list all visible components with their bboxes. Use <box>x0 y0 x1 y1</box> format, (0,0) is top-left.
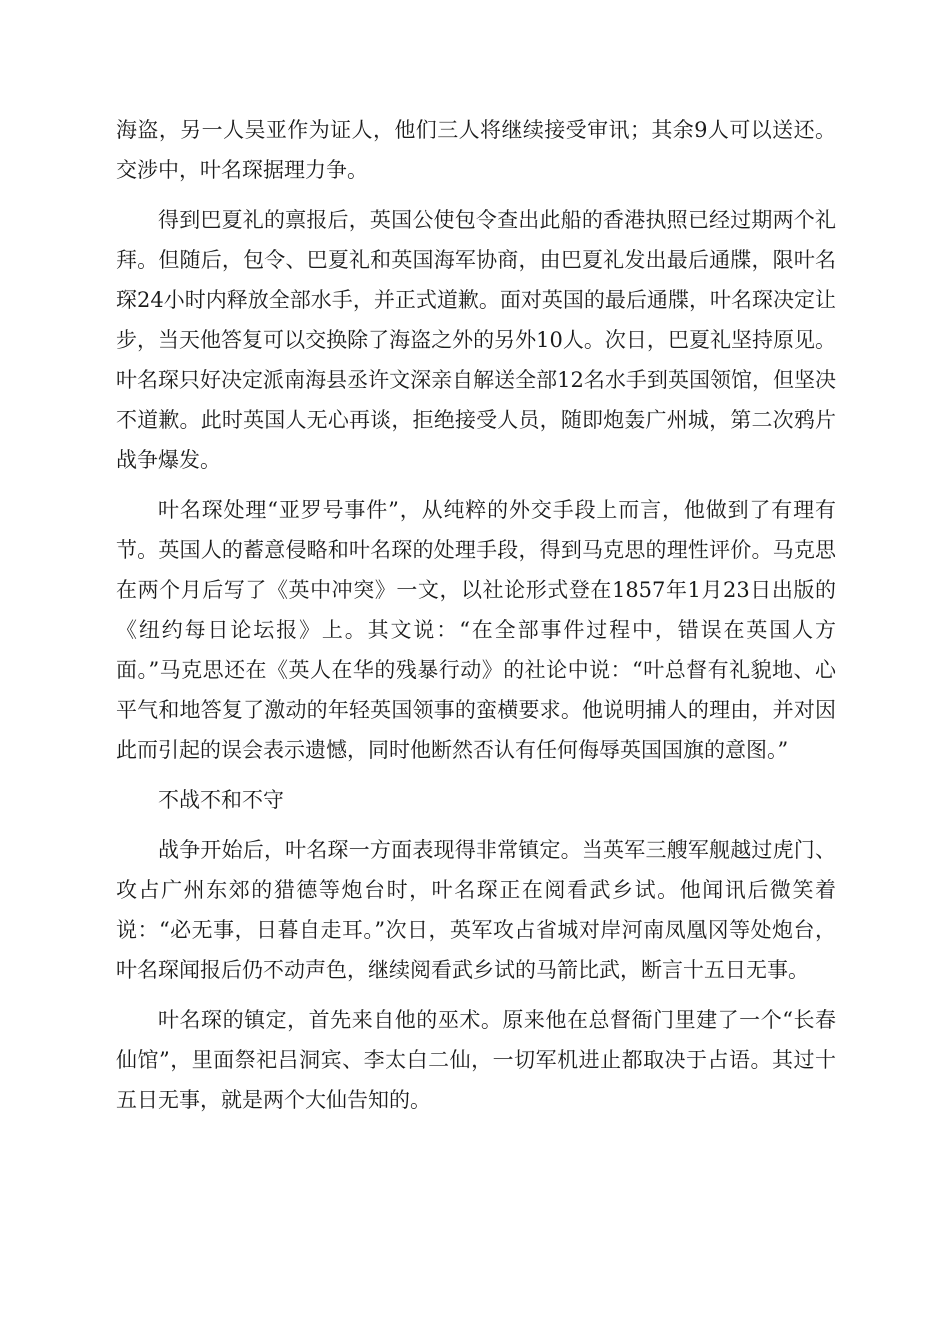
paragraph-continuation: 海盗，另一人吴亚作为证人，他们三人将继续接受审讯；其余9人可以送还。交涉中，叶名琛据理力争。 <box>116 118 836 182</box>
paragraph-marx-evaluation: 叶名琛处理“亚罗号事件”，从纯粹的外交手段上而言，他做到了有理有节。英国人的蓄意侵略和叶名琛的处理手段，得到马克思的理性评价。马克思在两个月后写了《英中冲突》一文，以社论形式登在1857年1月23日出版的《纽约每日论坛报》上。其文说：“在全部事件过程中，错误在英国人方面。”马克思还在《英人在华的残暴行动》的社论中说：“叶总督有礼貌地、心平气和地答复了激动的年轻英国领事的蛮横要求。他说明捕人的理由，并对因此而引起的误会表示遗憾，同时他断然否认有任何侮辱英国国旗的意图。” <box>116 498 836 762</box>
document-body <box>116 110 836 1130</box>
paragraph-war-begins: 战争开始后，叶名琛一方面表现得非常镇定。当英军三艘军舰越过虎门、攻占广州东郊的猎德等炮台时，叶名琛正在阅看武乡试。他闻讯后微笑着说：“必无事，日暮自走耳。”次日，英军攻占省城对岸河南凤凰冈等处炮台，叶名琛闻报后仍不动声色，继续阅看武乡试的马箭比武，断言十五日无事。 <box>116 838 836 982</box>
paragraph-divination: 叶名琛的镇定，首先来自他的巫术。原来他在总督衙门里建了一个“长春仙馆”，里面祭祀吕洞宾、李太白二仙，一切军机进止都取决于占语。其过十五日无事，就是两个大仙告知的。 <box>116 1008 836 1112</box>
section-heading: 不战不和不守 <box>158 788 284 812</box>
paragraph-ultimatum: 得到巴夏礼的禀报后，英国公使包令查出此船的香港执照已经过期两个礼拜。但随后，包令、巴夏礼和英国海军协商，由巴夏礼发出最后通牒，限叶名琛24小时内释放全部水手，并正式道歉。面对英国的最后通牒，叶名琛决定让步，当天他答复可以交换除了海盗之外的另外10人。次日，巴夏礼坚持原见。叶名琛只好决定派南海县丞许文深亲自解送全部12名水手到英国领馆，但坚决不道歉。此时英国人无心再谈，拒绝接受人员，随即炮轰广州城，第二次鸦片战争爆发。 <box>116 208 836 472</box>
